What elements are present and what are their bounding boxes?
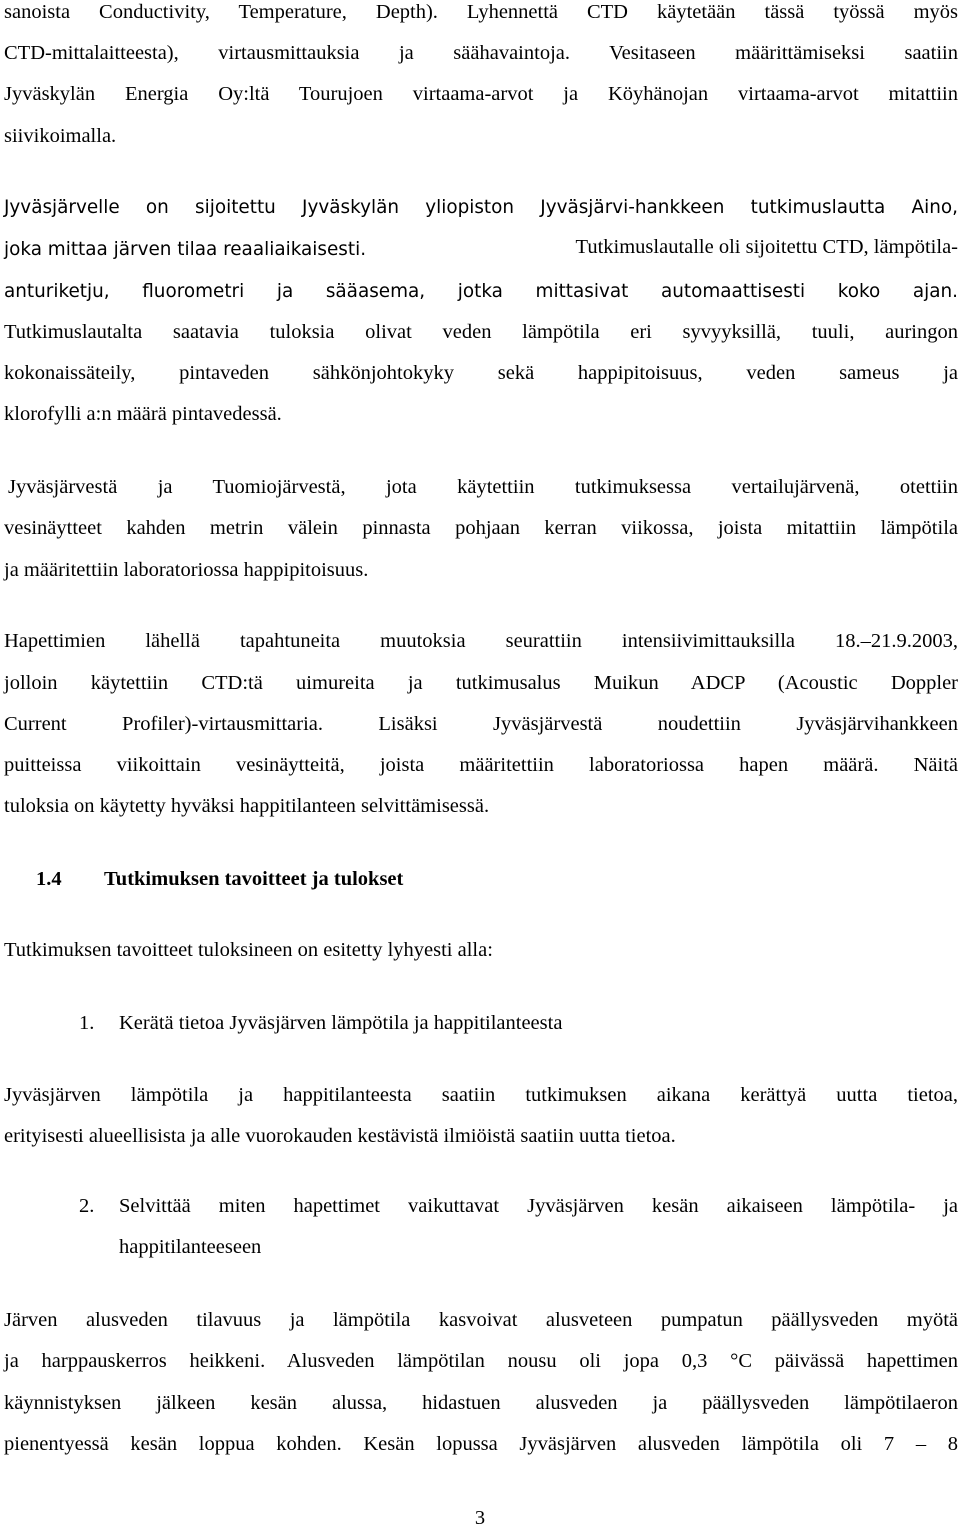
text-line: Jyväsjärven lämpötila ja happitilanteesta saatiin tutkimuksen aikana kerättyä uutta tietoa, xyxy=(4,1084,958,1106)
list-number: 1. xyxy=(79,1012,95,1034)
text-line: siivikoimalla. xyxy=(4,125,117,147)
text-line: Jyväsjärvestä ja Tuomiojärvestä, jota käytettiin tutkimuksessa vertailujärvenä, otettiin xyxy=(8,476,958,498)
text-fragment: Tutkimuslautalle oli sijoitettu CTD, lämpötila- xyxy=(575,236,958,258)
text-line: ja määritettiin laboratoriossa happipitoisuus. xyxy=(4,559,369,581)
text-line: käynnistyksen jälkeen kesän alussa, hidastuen alusveden ja päällysveden lämpötilaeron xyxy=(4,1392,958,1414)
text-line: sanoista Conductivity, Temperature, Depth). Lyhennettä CTD käytetään tässä työssä myös xyxy=(4,1,958,23)
text-line: CTD-mittalaitteesta), virtausmittauksia ja säähavaintoja. Vesitaseen määrittämiseksi saatiin xyxy=(4,42,958,64)
text-line: ja harppauskerros heikkeni. Alusveden lämpötilan nousu oli jopa 0,3 °C päivässä hapettimen xyxy=(4,1350,958,1372)
text-line: Current Profiler)-virtausmittaria. Lisäksi Jyväsjärvestä noudettiin Jyväsjärvihankkeen xyxy=(4,713,958,735)
text-line: tuloksia on käytetty hyväksi happitilanteen selvittämisessä. xyxy=(4,795,490,817)
text-fragment: joka mittaa järven tilaa reaaliaikaisesti. xyxy=(4,239,367,260)
text-line: puitteissa viikoittain vesinäytteitä, joista määritettiin laboratoriossa hapen määrä. Näitä xyxy=(4,754,958,776)
text-line: Järven alusveden tilavuus ja lämpötila kasvoivat alusveteen pumpatun päällysveden myötä xyxy=(4,1309,958,1331)
text-line: klorofylli a:n määrä pintavedessä. xyxy=(4,403,282,425)
section-number: 1.4 xyxy=(36,868,62,890)
list-number: 2. xyxy=(79,1195,95,1217)
text-line: vesinäytteet kahden metrin välein pinnasta pohjaan kerran viikossa, joista mitattiin lämpötila xyxy=(4,517,958,539)
text-line: anturiketju, fluorometri ja sääasema, jotka mittasivat automaattisesti koko ajan. xyxy=(4,281,958,302)
text-line: Jyväsjärvelle on sijoitettu Jyväskylän yliopiston Jyväsjärvi-hankkeen tutkimuslautta Aino, xyxy=(4,197,958,218)
page-number: 3 xyxy=(474,1507,486,1529)
section-title: Tutkimuksen tavoitteet ja tulokset xyxy=(104,868,404,890)
text-line: Tutkimuslautalta saatavia tuloksia olivat veden lämpötila eri syvyyksillä, tuuli, auringon xyxy=(4,321,958,343)
text-line: kokonaissäteily, pintaveden sähkönjohtokyky sekä happipitoisuus, veden sameus ja xyxy=(4,362,958,384)
list-text: happitilanteeseen xyxy=(119,1236,262,1258)
text-line: Jyväskylän Energia Oy:ltä Tourujoen virtaama-arvot ja Köyhänojan virtaama-arvot mitattiin xyxy=(4,83,958,105)
text-line: Hapettimien lähellä tapahtuneita muutoksia seurattiin intensiivimittauksilla 18.–21.9.2003, xyxy=(4,630,958,652)
text-line-mixed xyxy=(4,236,958,260)
text-line: pienentyessä kesän loppua kohden. Kesän lopussa Jyväsjärven alusveden lämpötila oli 7 – 8 xyxy=(4,1433,958,1455)
intro-text: Tutkimuksen tavoitteet tuloksineen on esitetty lyhyesti alla: xyxy=(4,939,493,961)
text-line: erityisesti alueellisista ja alle vuorokauden kestävistä ilmiöistä saatiin uutta tietoa. xyxy=(4,1125,676,1147)
text-line: jolloin käytettiin CTD:tä uimureita ja tutkimusalus Muikun ADCP (Acoustic Doppler xyxy=(4,672,958,694)
list-text: Kerätä tietoa Jyväsjärven lämpötila ja happitilanteesta xyxy=(119,1012,563,1034)
list-text: Selvittää miten hapettimet vaikuttavat Jyväsjärven kesän aikaiseen lämpötila- ja xyxy=(119,1195,958,1217)
